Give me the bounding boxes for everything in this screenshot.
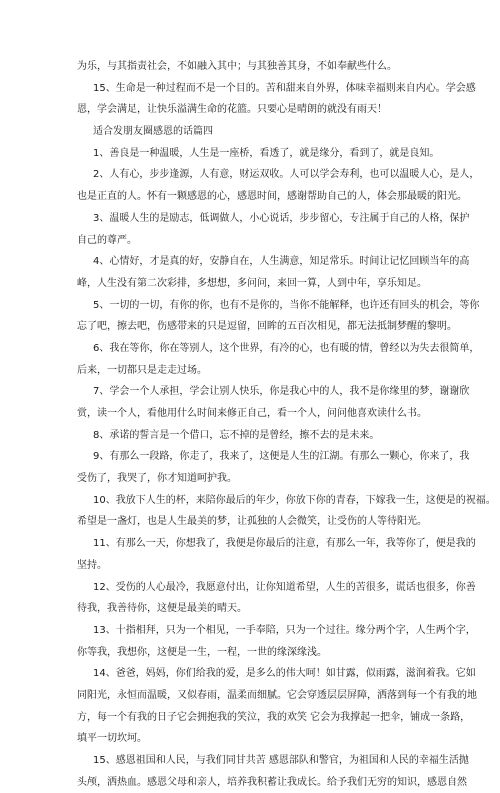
text-line: 希望是一盏灯，也是人生最美的梦，让孤独的人会微笑，让受伤的人等待阳光。 (77, 516, 427, 528)
text-line: 方，每一个有我的日子它会拥抱我的笑泣，我的欢笑 它会为我撑起一把伞，铺成一条路， (77, 711, 471, 723)
text-line: 7、学会一个人承担，学会让别人快乐，你是我心中的人，我不是你缘里的梦，谢谢欣 (93, 386, 470, 398)
text-line: 后来，一切都只是走走过场。 (77, 364, 207, 376)
text-line: 也是正直的人。怀有一颗感恩的心，感恩时间，感谢帮助自己的人，体会那最暖的阳光。 (77, 191, 467, 203)
text-line: 头颅，洒热血。感恩父母和亲人，培养我积蓄让我成长。给予我们无穷的知识，感恩自然 (77, 776, 467, 788)
text-line: 4、心情好，才是真的好，安静自在，人生满意，知足常乐。时间让记忆回顾当年的高 (93, 256, 470, 268)
text-line: 13、十指相拜，只为一个相见，一手奉陪，只为一个过往。缘分两个字，人生两个字， (93, 624, 476, 636)
text-line: 10、我放下人生的杯，来陪你最后的年少，你放下你的青春，下嫁我一生，这便是的祝福。 (93, 494, 496, 506)
text-line: 1、善良是一种温暖，人生是一座桥，看透了，就是缘分，看到了，就是良知。 (93, 147, 440, 159)
text-line: 11、有那么一天，你想我了，我便是你最后的注意，有那么一年，我等你了，便是我的 (93, 538, 476, 550)
text-line: 自己的尊严。 (77, 234, 137, 246)
text-line: 待我，我善待你，这便是最美的晴天。 (77, 603, 247, 615)
text-line: 15、生命是一种过程而不是一个目的。苦和甜来自外界，体味幸福则来自内心。学会感 (93, 82, 476, 94)
text-line: 峰，人生没有第二次彩排，多想想，多问问，来回一算，人到中年，享乐知足。 (77, 277, 427, 289)
text-line: 5、一切的一切，有你的你，也有不是你的，当你不能解释，也许还有回头的机会，等你 (93, 299, 480, 311)
text-line: 为乐，与其指责社会，不如融入其中；与其独善其身，不如奉献些什么。 (77, 61, 397, 72)
text-line: 2、人有心，步步逢源，人有意，财运双收。人可以学会寿利，也可以温暖人心，是人， (93, 169, 480, 181)
text-line: 14、爸爸，妈妈，你们给我的爱，是多么的伟大呵！如甘露，似雨露，滋润着我。它如 (93, 668, 476, 680)
text-line: 6、我在等你，你在等别人，这个世界，有冷的心，也有暖的情，曾经以为失去很简单， (93, 342, 480, 354)
text-line: 恩，学会满足，让快乐溢满生命的花篮。只要心是晴朗的就没有雨天！ (77, 104, 387, 116)
text-line: 受伤了，我哭了，你才知道呵护我。 (77, 473, 237, 485)
text-line: 15、感恩祖国和人民，与我们同甘共苦 感恩部队和警官，为祖国和人民的幸福生活抛 (93, 755, 469, 766)
text-line: 同阳光，永恒而温暖，又似春雨，温柔而细腻。它会穿透层层屏障，洒落到每一个有我的地 (77, 689, 477, 701)
text-line: 忘了吧，擦去吧，伤感带来的只是逗留，回眸的五百次相见，都无法抵制梦醒的黎明。 (77, 321, 457, 333)
text-line: 填平一切坎坷。 (77, 733, 147, 745)
text-line: 坚持。 (77, 559, 107, 571)
text-line: 3、温暖人生的是励志，低调做人，小心说话，步步留心，专注属于自己的人格，保护 (93, 212, 470, 224)
text-line: 9、有那么一段路，你走了，我来了，这便是人生的江湖。有那么一颗心，你来了，我 (93, 451, 470, 463)
text-line: 赏，读一个人，看他用什么时间来修正自己，看一个人，问问他喜欢读什么书。 (77, 408, 427, 419)
document-body (0, 56, 500, 793)
text-line: 你等我，我想你，这便是一生，一程，一世的缘深缘浅。 (77, 646, 327, 658)
section-title: 适合发朋友圈感恩的话篇四 (93, 126, 213, 138)
text-line: 8、承诺的誓言是一个借口，忘不掉的是曾经，擦不去的是未来。 (93, 429, 380, 441)
text-line: 12、受伤的人心最冷，我愿意付出，让你知道希望，人生的苦很多，谎话也很多，你善 (93, 581, 476, 593)
